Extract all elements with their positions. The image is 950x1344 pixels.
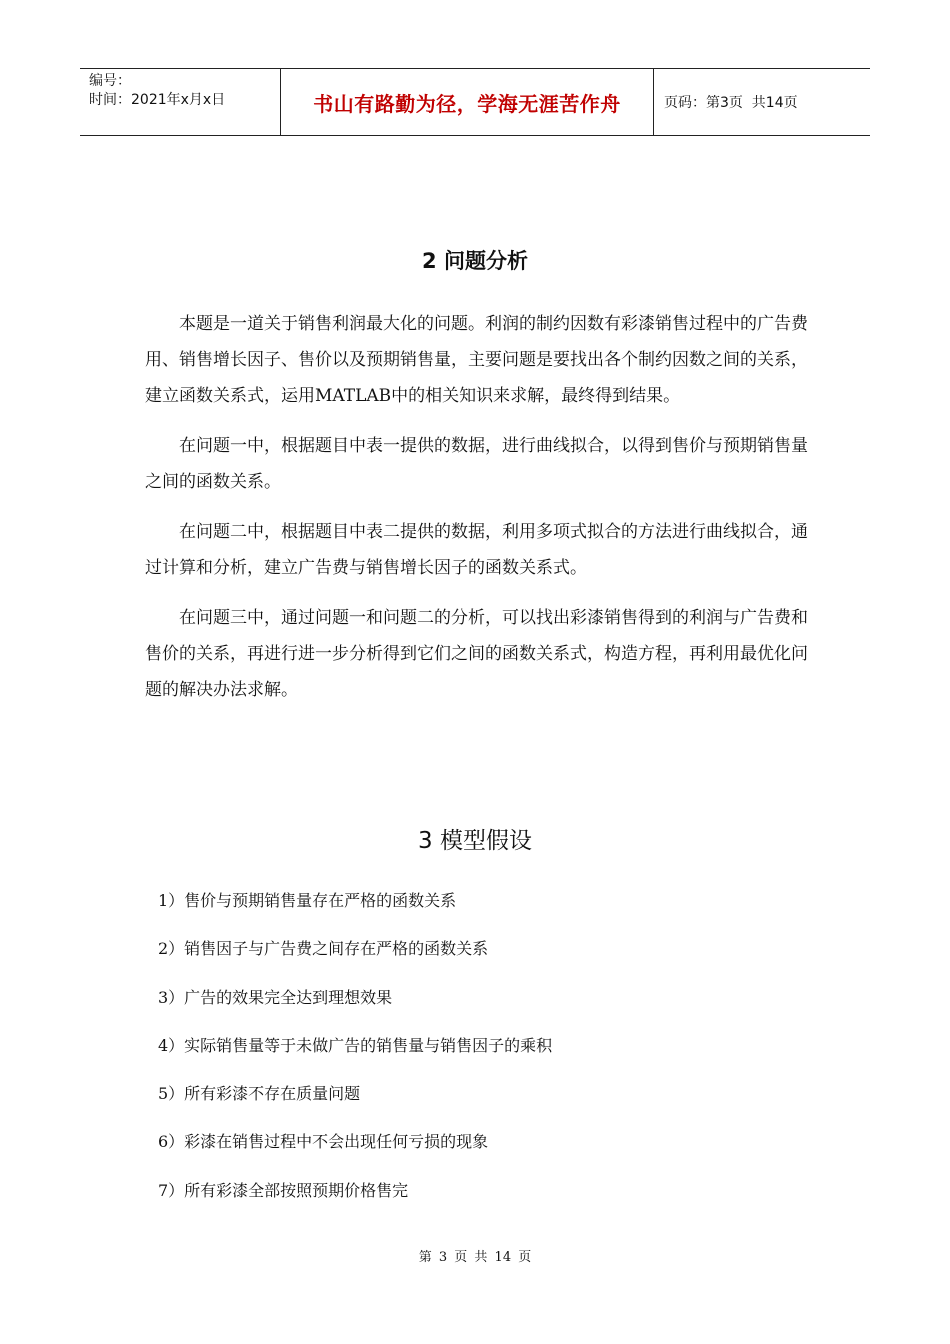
paragraph: 在问题一中，根据题目中表一提供的数据，进行曲线拟合，以得到售价与预期销售量之间的函数关系。: [145, 436, 808, 492]
section-2-body: [145, 306, 808, 722]
list-item: 1）售价与预期销售量存在严格的函数关系: [158, 891, 457, 910]
section-3-title: 3 模型假设: [418, 828, 532, 854]
header-page-info: [654, 69, 870, 135]
page-header: [80, 68, 870, 136]
paragraph: 在问题二中，根据题目中表二提供的数据，利用多项式拟合的方法进行曲线拟合，通过计算和分析，建立广告费与销售增长因子的函数关系式。: [145, 522, 808, 578]
page-label: 页码：第3页 共14页: [664, 95, 798, 111]
section-2-title: 2 问题分析: [422, 249, 528, 273]
number-label: 编号：: [89, 73, 131, 89]
header-meta: [80, 69, 281, 135]
list-item: 7）所有彩漆全部按照预期价格售完: [158, 1180, 409, 1200]
list-item: 3）广告的效果完全达到理想效果: [158, 987, 393, 1007]
list-item: 5）所有彩漆不存在质量问题: [158, 1084, 361, 1104]
list-item: 6）彩漆在销售过程中不会出现任何亏损的现象: [158, 1132, 489, 1152]
page-footer: 第 3 页 共 14 页: [418, 1250, 532, 1265]
list-item: 2）销售因子与广告费之间存在严格的函数关系: [158, 939, 489, 959]
list-item: 4）实际销售量等于未做广告的销售量与销售因子的乘积: [158, 1035, 553, 1055]
header-motto: 书山有路勤为径，学海无涯苦作舟: [281, 69, 654, 135]
assumption-list: [158, 886, 798, 1224]
paragraph: 本题是一道关于销售利润最大化的问题。利润的制约因数有彩漆销售过程中的广告费用、销售增长因子、售价以及预期销售量，主要问题是要找出各个制约因数之间的关系，建立函数关系式，运用MATLAB中的相关知识来求解，最终得到结果。: [145, 314, 808, 406]
time-label: 时间：2021年x月x日: [89, 92, 226, 108]
paragraph: 在问题三中，通过问题一和问题二的分析，可以找出彩漆销售得到的利润与广告费和售价的关系，再进行进一步分析得到它们之间的函数关系式，构造方程，再利用最优化问题的解决办法求解。: [145, 608, 808, 700]
